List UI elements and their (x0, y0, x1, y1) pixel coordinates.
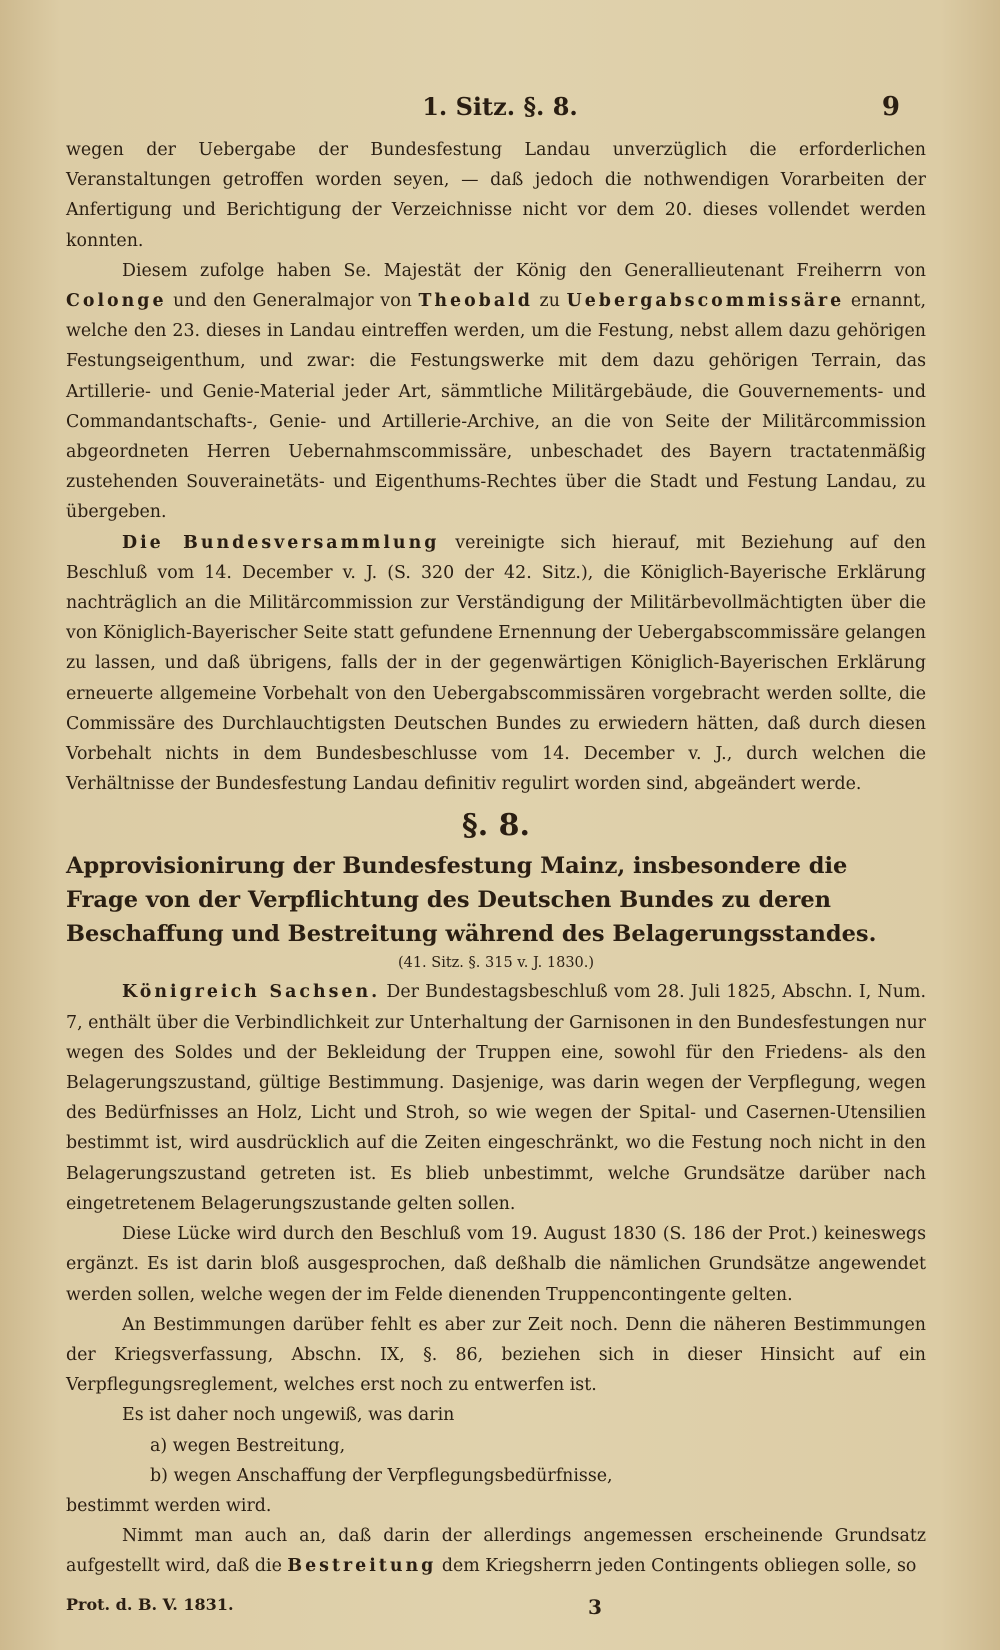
paragraph-uncertain: Es ist daher noch ungewiß, was darin (122, 1405, 455, 1426)
page-header (0, 92, 1000, 128)
page-footer (66, 1595, 926, 1625)
name-theobald: Theobald (418, 291, 533, 312)
paragraph-continuation: wegen der Uebergabe der Bundesfestung Landau unverzüglich die erforderlichen Veranstaltungen getroffen worden seyen, — daß jedoch die nothwendigen Vorarbeiten der Anfertigung und Berichtigung der Verzeichnisse nicht vor dem 20. dieses vollendet werden konnten. (66, 140, 926, 251)
title-commissaries: Uebergabscommissäre (566, 291, 845, 312)
paragraph-saxony (66, 977, 926, 1219)
text-span: Nimmt man auch an, daß darin der allerdings angemessen erscheinende Grundsatz aufgestellt wird, daß die (66, 1526, 926, 1577)
paragraph-resolution (66, 528, 926, 800)
text-span: Der Bundestagsbeschluß vom 28. Juli 1825, Abschn. I, Num. 7, enthält über die Verbindlichkeit zur Unterhaltung der Garnisonen in den Bundesfestungen nur wegen des Soldes und der Bekleidung der Truppen eine, sowohl für den Friedens- als den Belagerungszustand, gültige Bestimmung. Dasjenige, was darin wegen der Verpflegung, wegen des Bedürfnisses an Holz, Licht und Stroh, so wie wegen der Spital- und Casernen-Utensilien bestimmt ist, wird ausdrücklich auf die Zeiten eingeschränkt, wo die Festung noch nicht in den Belagerungszustand getreten ist. Es blieb unbestimmt, welche Grundsätze darüber nach eingetretenem Belagerungszustande gelten sollen. (66, 982, 926, 1214)
emphasis-bestreitung: Bestreitung (287, 1556, 437, 1577)
paragraph-regulations: An Bestimmungen darüber fehlt es aber zur Zeit noch. Denn die näheren Bestimmungen der Kriegsverfassung, Abschn. IX, §. 86, beziehen sich in dieser Hinsicht auf ein Verpflegungsreglement, welches erst noch zu entwerfen ist. (66, 1314, 926, 1396)
text-span: zu (532, 291, 567, 312)
section-reference: (41. Sitz. §. 315 v. J. 1830.) (397, 955, 595, 972)
text-span: ernannt, welche den 23. dieses in Landau eintreffen werden, um die Festung, nebst allem dazu gehörigen Festungseigenthum, und zwar: die Festungswerke mit dem dazu gehörigen Terrain, das Artillerie- und Genie-Material jeder Art, sämmtliche Militärgebäude, die Gouvernements- und Commandantschafts-, Genie- und Artillerie-Archive, an die von Seite der Militärcommission abgeordneten Herren Uebernahmscommissäre, unbeschadet des Bayern tractatenmäßig zustehenden Souverainetäts- und Eigenthums-Rechtes über die Stadt und Festung Landau, zu übergeben. (66, 291, 927, 523)
section-title: Approvisionirung der Bundesfestung Mainz, insbesondere die Frage von der Verpflichtung des Deutschen Bundes zu deren Beschaffung und Bestreitung während des Belagerungsstandes. (66, 853, 877, 948)
text-span: und den Generalmajor von (166, 291, 419, 312)
state-name: Königreich Sachsen. (122, 982, 381, 1003)
sheet-number: 3 (588, 1595, 602, 1619)
resolution-lead: Die Bundesversammlung (122, 532, 440, 553)
page-body (66, 135, 926, 1582)
text-span: dem Kriegsherrn jeden Contingents obliegen solle, so (436, 1556, 917, 1577)
name-colonge: Colonge (66, 291, 167, 312)
list-item: b) wegen Anschaffung der Verpflegungsbedürfnisse, (150, 1465, 613, 1486)
text-span: vereinigte sich hierauf, mit Beziehung auf den Beschluß vom 14. December v. J. (S. 320 der 42. Sitz.), die Königlich-Bayerische Erklärung nachträglich an die Militärcommission zur Verständigung der Militärbevollmächtigten über die von Königlich-Bayerischer Seite statt gefundene Ernennung der Uebergabscommissäre gelangen zu lassen, und daß übrigens, falls der in der gegenwärtigen Königlich-Bayerischen Erklärung erneuerte allgemeine Vorbehalt von den Uebergabscommissären vorgebracht werden sollte, die Commissäre des Durchlauchtigsten Deutschen Bundes zu erwiedern hätten, daß durch diesen Vorbehalt nichts in dem Bundesbeschlusse vom 14. December v. J., durch welchen die Verhältnisse der Bundesfestung Landau definitiv regulirt worden sind, abgeändert werde. (66, 532, 926, 795)
footer-signature: Prot. d. B. V. 1831. (66, 1595, 234, 1614)
list-item: a) wegen Bestreitung, (150, 1435, 346, 1456)
paragraph-assumption (66, 1521, 926, 1581)
paragraph-list-end: bestimmt werden wird. (66, 1495, 272, 1516)
text-span: Diesem zufolge haben Se. Majestät der König den Generallieutenant Freiherrn von (122, 260, 926, 281)
page-number: 9 (881, 92, 900, 122)
running-head: 1. Sitz. §. 8. (422, 92, 578, 121)
paragraph-appointment (66, 256, 926, 528)
section-sign: §. 8. (462, 808, 530, 844)
paragraph-gap: Diese Lücke wird durch den Beschluß vom 19. August 1830 (S. 186 der Prot.) keineswegs ergänzt. Es ist darin bloß ausgesprochen, daß deßhalb die nämlichen Grundsätze angewendet werden sollen, welche wegen der im Felde dienenden Truppencontingente gelten. (66, 1224, 926, 1305)
